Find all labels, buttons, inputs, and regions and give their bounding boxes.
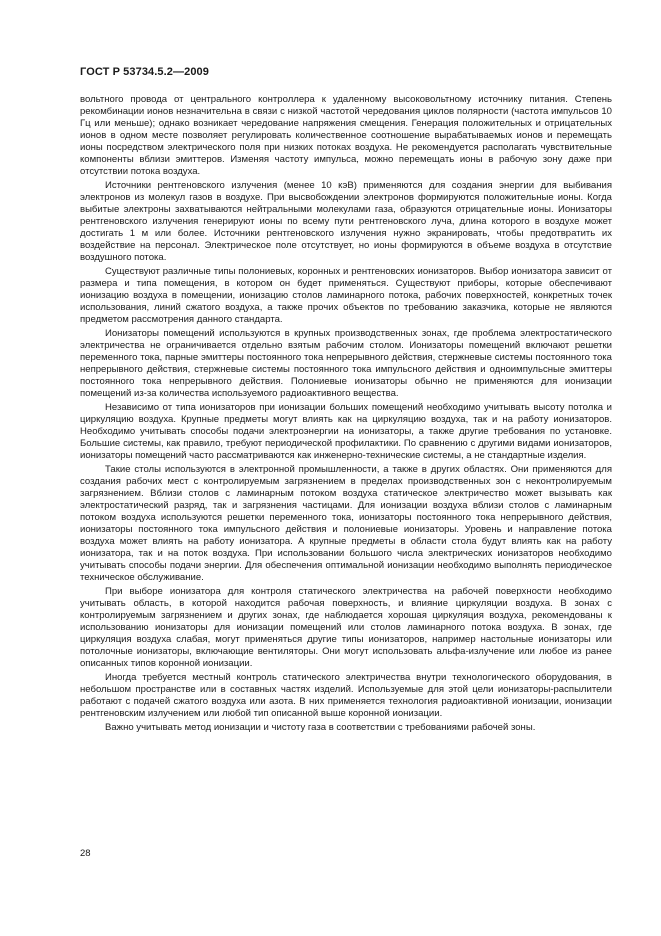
paragraph: При выборе ионизатора для контроля статического электричества на рабочей поверхности необходимо учитывать область, в которой находится рабочая поверхность, и влияние циркуляции воздуха. В зонах с контролируемым загрязнением и других зонах, где наблюдается хорошая циркуляция воздуха, рекомендованы к использованию ионизаторы для ионизации помещений или столов ламинарного потока воздуха. В зонах, где циркуляция воздуха слабая, могут применяться другие типы ионизаторов, например настольные ионизаторы или потолочные ионизаторы, включающие вентиляторы. Они могут использовать альфа-излучение или любое из ранее описанных типов коронной ионизации.: [80, 586, 612, 669]
page-number: 28: [80, 848, 91, 859]
paragraph: Ионизаторы помещений используются в крупных производственных зонах, где проблема электростатического электричества не ограничивается отдельно взятым рабочим столом. Ионизаторы помещений включают решетки переменного тока, парные эмиттеры постоянного тока непрерывного действия, стержневые системы постоянного тока непрерывного действия, стержневые системы постоянного тока импульсного действия и одноимпульсные эмиттеры постоянного тока непрерывного действия. Полониевые ионизаторы обычно не применяются для ионизации помещений из-за количества используемого радиоактивного вещества.: [80, 328, 612, 399]
paragraph: Существуют различные типы полониевых, коронных и рентгеновских ионизаторов. Выбор ионизатора зависит от размера и типа помещения, в котором он будет применяться. Существуют приборы, которые обеспечивают ионизацию воздуха в помещении, ионизацию столов ламинарного потока, рабочих поверхностей, конкретных точек использования, линий сжатого воздуха, а также прочих объектов по требованию заказчика, которые не являются предметом рассмотрения данного стандарта.: [80, 266, 612, 325]
document-header: ГОСТ Р 53734.5.2—2009: [80, 66, 209, 78]
paragraph: Иногда требуется местный контроль статического электричества внутри технологического оборудования, в небольшом пространстве или в составных частях изделий. Используемые для этой цели ионизаторы-распылители работают с подачей сжатого воздуха или азота. В них применяется технология радиоактивной ионизации, ионизации рентгеновским излучением или любой тип описанной выше коронной ионизации.: [80, 672, 612, 719]
paragraph: вольтного провода от центрального контроллера к удаленному высоковольтному источнику питания. Степень рекомбинации ионов незначительна в связи с низкой частотой чередования циклов полярности (частота импульсов 10 Гц или меньше); однако возникает чередование напряжения смещения. Генерация положительных и отрицательных ионов в одном месте позволяет регулировать количественное соотношение вырабатываемых ионов и перемещать ионы посредством электрического поля при низких потоках воздуха. Не рекомендуется располагать чувствительные компоненты вблизи эмиттеров. Изменяя частоту импульса, можно перемещать ионы в рабочую зону даже при отсутствии потока воздуха.: [80, 94, 612, 177]
paragraph: Важно учитывать метод ионизации и чистоту газа в соответствии с требованиями рабочей зоны.: [105, 722, 536, 733]
paragraph: Независимо от типа ионизаторов при ионизации больших помещений необходимо учитывать высоту потолка и циркуляцию воздуха. Крупные предметы могут влиять как на циркуляцию воздуха, так и на работу ионизаторов. Необходимо учитывать способы подачи электроэнергии на ионизаторы, а также другие требования по установке. Большие системы, как правило, требуют периодической профилактики. По сравнению с другими видами ионизаторов, ионизаторы помещений часто рассматриваются как инженерно-технические системы, а не стандартные изделия.: [80, 402, 612, 461]
paragraph: Такие столы используются в электронной промышленности, а также в других областях. Они применяются для создания рабочих мест с контролируемым загрязнением в пределах производственных зон с неконтролируемым загрязнением. Вблизи столов с ламинарным потоком воздуха статическое электричество может вызывать как электростатический разряд, так и загрязнения частицами. Для ионизации воздуха вблизи столов с ламинарным потоком воздуха используются решетки переменного тока, ионизаторы постоянного тока непрерывного действия, ионизаторы постоянного тока импульсного действия и полониевые ионизаторы. Уровень и направление потока воздуха может влиять на работу ионизатора. А крупные предметы в области стола будут влиять как на работу ионизатора, так и на поток воздуха. При использовании большого числа электрических ионизаторов необходимо учитывать способы подачи энергии. Для обеспечения оптимальной ионизации необходимо выполнять периодическое техническое обслуживание.: [80, 464, 612, 583]
paragraph: Источники рентгеновского излучения (менее 10 кэВ) применяются для создания энергии для выбивания электронов из молекул газов в воздухе. При высвобождении электронов формируются положительные ионы. Когда выбитые электроны захватываются нейтральными молекулами газа, образуются отрицательные ионы. Ионизаторы рентгеновского излучения генерируют ионы по всему пути рентгеновского луча, длина которого в воздухе может достигать 1 м или более. Источники рентгеновского излучения нужно экранировать, чтобы предотвратить их воздействие на персонал. Электрическое поле отсутствует, но ионы формируются в объеме воздуха в отсутствие воздушного потока.: [80, 180, 612, 263]
document-body: [80, 94, 612, 736]
